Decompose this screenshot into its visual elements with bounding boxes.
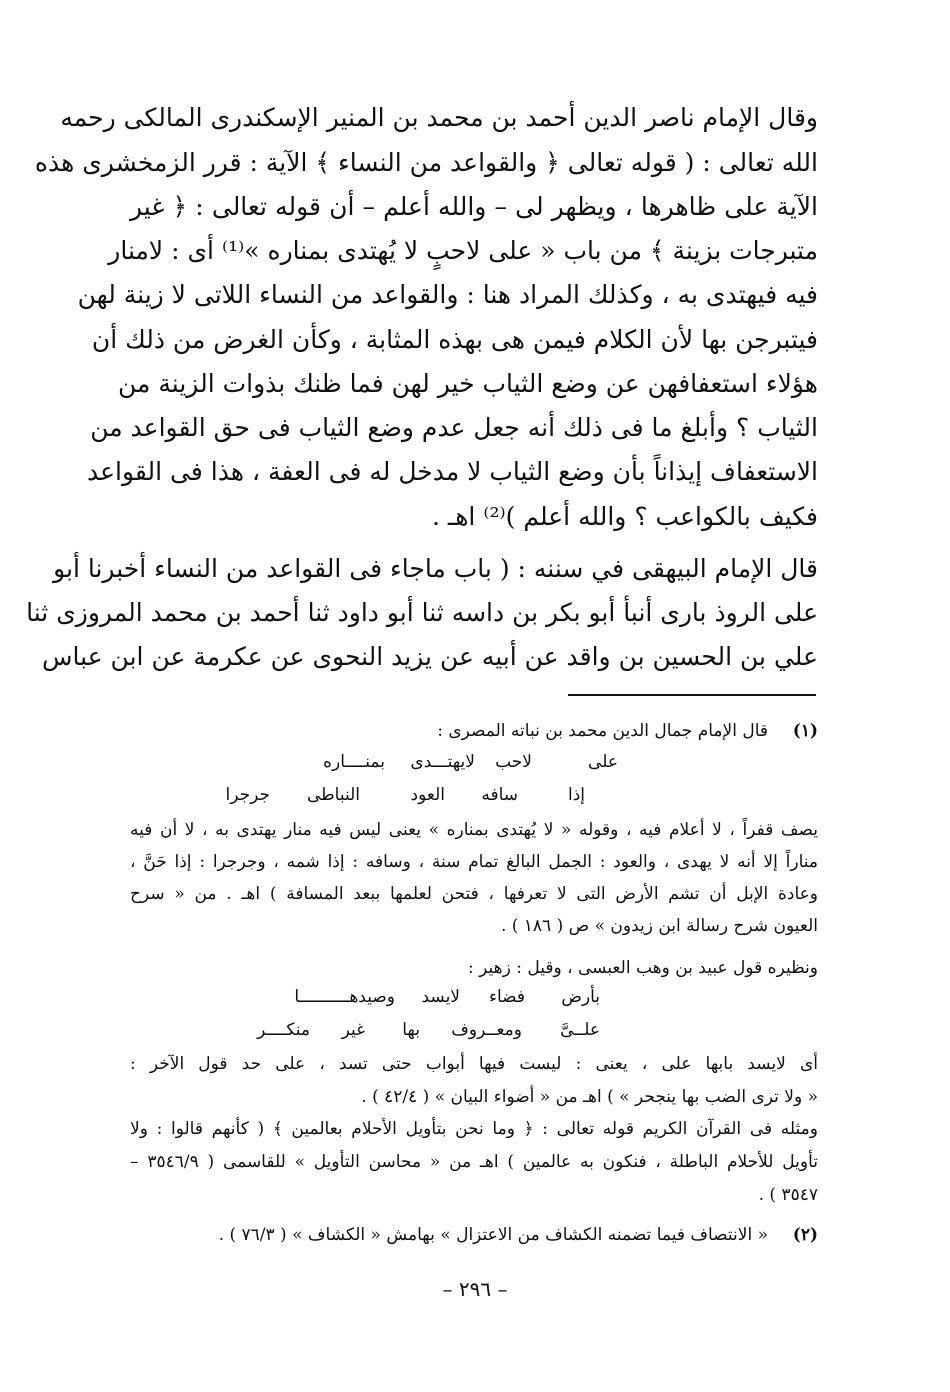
body-line: وقال الإمام ناصر الدين أحمد بن محمد بن المنير الإسكندرى المالكى رحمه [60,103,818,132]
poem-word: لاحب [495,752,532,772]
poem-word: علــىَّ [560,1020,600,1040]
body-line: فكيف بالكواعب ؟ والله أعلم )⁽²⁾ اهـ . [432,502,818,531]
footnote-line: « ولا ترى الضب بها ينجحر » ) اهـ من « أضواء البيان » ( ٤٢/٤ ) . [361,1087,818,1107]
footnote-line: قال الإمام جمال الدين محمد بن نباته المصرى : [437,721,768,741]
poem-word: جرجرا [225,785,270,805]
footnote-line: ٣٥٤٧ ) . [758,1185,818,1205]
body-line: الآية على ظاهرها ، ويظهر لى – والله أعلم – أن قوله تعالى : ﴿ غير [130,192,818,221]
poem-word: لايهتـــدى [410,752,475,772]
poem-word: إذا [567,785,585,805]
footnote-line: يصف قفراً ، لا أعلام فيه ، وقوله « لا يُهتدى بمناره » يعنى ليس فيه منار يهتدى به ، لا أن فيه [130,820,818,840]
body-line: فيتبرجن بها لأن الكلام فيمن هى بهذه المثابة ، وكأن الغرض من ذلك أن [91,325,818,354]
body-line: هؤلاء استعفافهن عن وضع الثياب خير لهن فما ظنك بذوات الزينة من [118,369,818,398]
poem-word: النباطى [306,785,360,805]
footnote-line: « الانتصاف فيما تضمنه الكشاف من الاعتزال » بهامش « الكشاف » ( ٧٦/٣ ) . [218,1225,768,1245]
body-line: الله تعالى : ( قوله تعالى ﴿ والقواعد من النساء ﴾ الآية : قرر الزمخشرى هذه [34,148,818,177]
body-line: قال الإمام البيهقى في سننه : ( باب ماجاء فى القواعد من النساء أخبرنا أبو [53,554,818,583]
footnote-separator [568,694,816,696]
body-line: على الروذ بارى أنبأ أبو بكر بن داسه ثنا أبو داود ثنا أحمد بن محمد المروزى ثنا [26,598,818,627]
poem-word: فضاء [488,987,525,1007]
footnote-line: وعادة الإبل أن تشم الأرض التى لا تعرفها ، فتحن لعلمها ببعد المسافة ) اهـ . من « سرح [130,884,818,904]
body-line: فيه فيهتدى به ، وكذلك المراد هنا : والقواعد من النساء اللاتى لا زينة لهن [77,280,818,309]
poem-word: غير [341,1020,365,1040]
footnote-line: مناراً إلا أنه لا يهدى ، والعود : الجمل البالغ تمام سنة ، وسافه : إذا شمه ، وجرجرا : إذا حَنَّ ، [130,852,818,872]
poem-word: وصيدهــــــــــا [294,987,395,1007]
footnote-line: تأويل للأحلام الباطلة ، فنكون به عالمين ) اهـ من « محاسن التأويل » للقاسمى ( ٣٥٤٦/٩ – [130,1152,819,1172]
footnote-number: (١) [792,721,818,741]
footnote-line: ونظيره قول عبيد بن وهب العبسى ، وقيل : زهير : [467,958,818,978]
poem-word: بمنــــاره [323,752,385,772]
body-line: الثياب ؟ وأبلغ ما فى ذلك أنه جعل عدم وضع الثياب فى حق القواعد من [90,413,818,442]
body-line: علي بن الحسين بن واقد عن أبيه عن يزيد النحوى عن عكرمة عن ابن عباس [42,642,818,671]
poem-word: بها [402,1020,420,1040]
page-number: – ٢٩٦ – [442,1277,508,1301]
body-line: متبرجات بزينة ﴾ من باب « على لاحبٍ لا يُهتدى بمناره »⁽¹⁾ أى : لامنار [108,236,818,265]
poem-word: سافه [481,785,518,805]
poem-word: العود [410,785,445,805]
poem-word: على [588,752,618,772]
poem-word: لايسد [421,987,460,1007]
poem-word: بأرض [561,987,600,1007]
footnote-line: العيون شرح رسالة ابن زيدون » ص ( ١٨٦ ) . [500,916,818,936]
body-line: الاستعفاف إيذاناً بأن وضع الثياب لا مدخل له فى العفة ، هذا فى القواعد [87,457,818,486]
poem-word: منكــــر [257,1020,310,1040]
footnote-line: ومثله فى القرآن الكريم قوله تعالى : ﴿ وما نحن بتأويل الأحلام بعالمين ﴾ ( كأنهم قالوا : ولا [130,1119,818,1139]
footnote-number: (٢) [792,1225,818,1245]
poem-word: ومعــروف [451,1020,522,1040]
footnote-line: أى لايسد بابها على ، يعنى : ليست فيها أبواب حتى تسد ، على حد قول الآخر : [130,1054,818,1074]
